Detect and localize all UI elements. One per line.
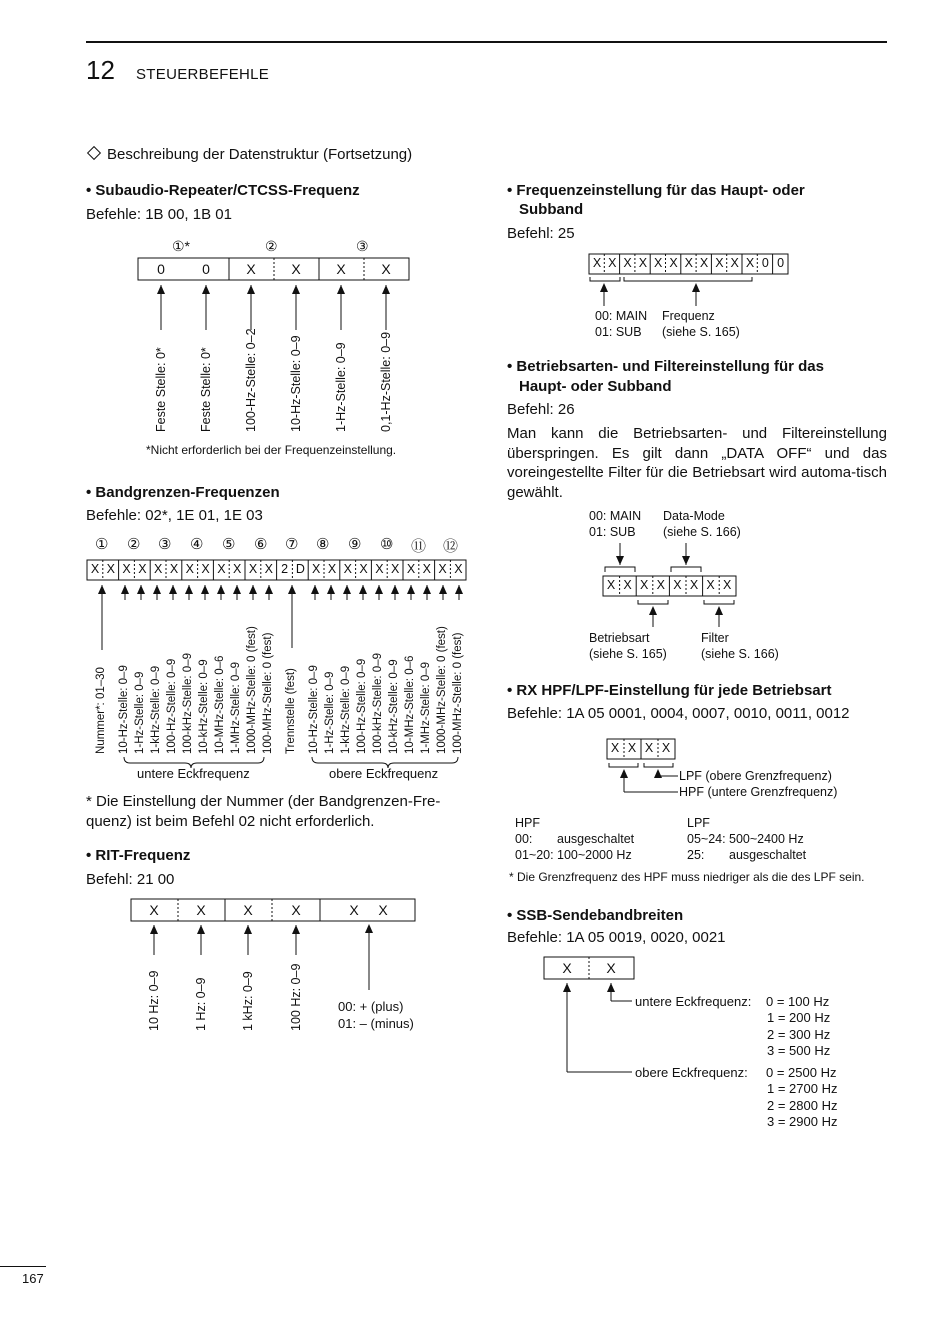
band-edge-cell: X <box>138 562 147 576</box>
band-edge-cell: X <box>169 562 179 576</box>
subaudio-commands: Befehle: 1B 00, 1B 01 <box>86 206 232 223</box>
hpf-lpf-note: * Die Grenzfrequenz des HPF muss niedriger als die des LPF sein. <box>509 870 865 884</box>
ssb-cell: X <box>562 960 572 976</box>
band-edge-mark: ⑤ <box>222 536 236 553</box>
band-edge-mark: ⑧ <box>316 536 330 553</box>
subaudio-cell: X <box>246 261 256 277</box>
mode-filter-cell: X <box>656 578 665 592</box>
band-edge-cell: X <box>154 562 163 576</box>
hpf-row-2-key: 01~20: <box>515 848 554 862</box>
band-edge-digit-label: 1000-MHz-Stelle: 0 (fest) <box>436 626 448 754</box>
band-edge-digit-label: 1-Hz-Stelle: 0–9 <box>324 671 336 754</box>
hpf-lpf-heading: • RX HPF/LPF-Einstellung für jede Betriebsart <box>507 682 832 699</box>
upper-edge-label: obere Eckfrequenz <box>329 766 439 781</box>
subaudio-digit-label: Feste Stelle: 0* <box>199 347 213 432</box>
rit-digit-label: 1 Hz: 0–9 <box>194 977 208 1031</box>
subaudio-cell: X <box>381 261 391 277</box>
freq-set-cell: X <box>592 256 602 270</box>
ssb-lower-value: 1 = 200 Hz <box>767 1010 831 1026</box>
band-edge-digit-label: 1-MHz-Stelle: 0–9 <box>420 661 432 754</box>
band-edge-digit-label: 10-kHz-Stelle: 0–9 <box>198 659 210 754</box>
band-edge-cell: X <box>217 562 226 576</box>
band-edge-digit-label: 100-MHz-Stelle: 0 (fest) <box>452 632 464 754</box>
hpf-title: HPF <box>515 816 540 830</box>
rit-cell: X <box>291 902 301 918</box>
subaudio-digit-label: 1-Hz-Stelle: 0–9 <box>334 342 348 432</box>
band-edge-cell: D <box>295 562 305 576</box>
subaudio-digit-label: Feste Stelle: 0* <box>154 347 168 432</box>
freq-set-main: 00: MAIN <box>595 309 648 323</box>
subaudio-cell: 0 <box>202 261 210 277</box>
band-edge-digit-label: 100-kHz-Stelle: 0–9 <box>182 653 194 754</box>
mode-filter-commands: Befehl: 26 <box>507 401 575 418</box>
rit-cell: X <box>196 902 206 918</box>
mode-filter-cell: X <box>706 578 715 592</box>
band-edge-mark: ⑪ <box>411 538 427 555</box>
rit-digit-label: 10 Hz: 0–9 <box>147 970 161 1031</box>
freq-set-cell: X <box>745 256 755 270</box>
mf-data-mode-ref: (siehe S. 166) <box>663 525 741 539</box>
band-edge-digit-label: Trennstelle (fest) <box>285 668 297 754</box>
band-edge-cell: X <box>375 562 384 576</box>
ssb-commands: Befehle: 1A 05 0019, 0020, 0021 <box>507 929 726 946</box>
ssb-upper-label: obere Eckfrequenz: <box>635 1065 748 1080</box>
band-edge-cell: X <box>359 562 368 576</box>
mf-data-mode: Data-Mode <box>663 509 725 523</box>
band-edge-mark: ⑨ <box>348 536 362 553</box>
subaudio-note: *Nicht erforderlich bei der Frequenzeinstellung. <box>146 443 397 457</box>
subaudio-cell: 0 <box>157 261 165 277</box>
subaudio-mark-2: ② <box>265 238 278 254</box>
freq-set-cell: X <box>715 256 724 270</box>
ssb-lower-value: 2 = 300 Hz <box>767 1026 831 1042</box>
lpf-row-2-key: 25: <box>687 848 705 862</box>
band-edge-digit-label: 1-MHz-Stelle: 0–9 <box>230 661 242 754</box>
mf-main: 00: MAIN <box>589 509 642 523</box>
mode-filter-cell: X <box>689 578 699 592</box>
band-edge-cell: X <box>248 562 258 576</box>
chapter-number: 12 <box>86 55 115 85</box>
footer-rule <box>0 1266 46 1267</box>
ssb-upper-value: 0 = 2500 Hz <box>766 1065 837 1080</box>
band-edge-note: * Die Einstellung der Nummer (der Bandgrenzen-Fre- quenz) ist beim Befehl 02 nicht erforderlich. <box>86 793 441 830</box>
lpf-label: LPF (obere Grenzfrequenz) <box>679 769 832 783</box>
hpf-row-1-val: ausgeschaltet <box>557 832 635 846</box>
rit-cell: X <box>349 902 359 918</box>
freq-set-cell: X <box>684 256 693 270</box>
band-edge-digit-label: 100-kHz-Stelle: 0–9 <box>372 653 384 754</box>
freq-set-sub: 01: SUB <box>595 325 642 339</box>
ssb-lower-label: untere Eckfrequenz: <box>635 994 752 1009</box>
hpf-lpf-cell: X <box>610 741 620 755</box>
band-edge-mark: ③ <box>158 536 172 553</box>
ssb-upper-value: 1 = 2700 Hz <box>767 1081 838 1097</box>
band-edge-cell: X <box>233 562 242 576</box>
band-edge-cell: X <box>391 562 400 576</box>
band-edge-cell: X <box>185 562 194 576</box>
subaudio-cell: X <box>291 261 301 277</box>
lpf-row-1-key: 05~24: <box>687 832 726 846</box>
ssb-heading: • SSB-Sendebandbreiten <box>507 907 684 924</box>
band-edge-mark: ⑥ <box>254 536 268 553</box>
mf-sub: 01: SUB <box>589 525 636 539</box>
page-number: 167 <box>22 1271 44 1286</box>
lpf-row-1-val: 500~2400 Hz <box>729 832 804 846</box>
band-edge-digit-label: 10-MHz-Stelle: 0–6 <box>404 655 416 754</box>
band-edge-cell: X <box>122 562 131 576</box>
band-edge-digit-label: 10-MHz-Stelle: 0–6 <box>214 655 226 754</box>
band-edge-cell: 2 <box>281 562 289 576</box>
hpf-lpf-cell: X <box>627 741 637 755</box>
mf-filter: Filter <box>701 631 729 645</box>
intro-text: Beschreibung der Datenstruktur (Fortsetzung) <box>107 146 413 163</box>
mode-filter-cell: X <box>623 578 632 592</box>
band-edge-digit-label: 100-Hz-Stelle: 0–9 <box>166 658 178 754</box>
rit-digit-label: 100 Hz: 0–9 <box>289 963 303 1031</box>
freq-set-heading-1: • Frequenzeinstellung für das Haupt- oder <box>507 182 805 199</box>
freq-set-cell: 0 <box>761 256 769 270</box>
band-edge-mark: ⑫ <box>443 538 459 555</box>
freq-set-cell: X <box>654 256 663 270</box>
freq-set-freq: Frequenz <box>662 309 715 323</box>
band-edge-digit-label: 10-Hz-Stelle: 0–9 <box>118 665 130 754</box>
band-edge-mark: ④ <box>190 536 204 553</box>
subaudio-heading: • Subaudio-Repeater/CTCSS-Frequenz <box>86 182 360 199</box>
ssb-upper-value: 3 = 2900 Hz <box>767 1113 838 1129</box>
ssb-cell: X <box>606 960 616 976</box>
ssb-lower-value: 0 = 100 Hz <box>766 994 830 1009</box>
rit-cell: X <box>149 902 159 918</box>
hpf-lpf-cell: X <box>661 741 671 755</box>
band-edge-mark: ⑩ <box>380 536 394 553</box>
mode-filter-heading-1: • Betriebsarten- und Filtereinstellung für das <box>507 358 824 375</box>
lpf-title: LPF <box>687 816 710 830</box>
mode-filter-heading-2: Haupt- oder Subband <box>519 378 672 395</box>
band-edge-cell: X <box>454 562 463 576</box>
band-edge-digit-label: Nummer*: 01–30 <box>95 667 107 754</box>
band-edge-commands: Befehle: 02*, 1E 01, 1E 03 <box>86 507 263 524</box>
mode-filter-paragraph: Man kann die Betriebsarten- und Filtereinstellung überspringen. Es gilt dann „DATA OFF“ und das voreingestellte Filter für die Betriebsart wird automa-tisch gewählt. <box>507 425 887 501</box>
band-edge-cell: X <box>312 562 321 576</box>
rit-heading: • RIT-Frequenz <box>86 847 191 864</box>
mode-filter-cell: X <box>606 578 616 592</box>
ssb-upper-value: 2 = 2800 Hz <box>767 1097 838 1113</box>
freq-set-cell: X <box>699 256 709 270</box>
rit-sign-minus: 01: – (minus) <box>338 1016 414 1031</box>
band-edge-mark: ① <box>95 536 109 553</box>
mode-filter-cell: X <box>640 578 649 592</box>
band-edge-cell: X <box>406 562 416 576</box>
band-edge-digit-label: 1-Hz-Stelle: 0–9 <box>134 671 146 754</box>
lpf-row-2-val: ausgeschaltet <box>729 848 807 862</box>
band-edge-cell: X <box>327 562 337 576</box>
freq-set-commands: Befehl: 25 <box>507 225 575 242</box>
subaudio-digit-label: 0,1-Hz-Stelle: 0–9 <box>379 331 393 432</box>
hpf-lpf-commands: Befehle: 1A 05 0001, 0004, 0007, 0010, 0011, 0012 <box>507 705 850 722</box>
freq-set-cell: 0 <box>777 256 785 270</box>
lower-edge-label: untere Eckfrequenz <box>137 766 250 781</box>
freq-set-cell: X <box>730 256 739 270</box>
freq-set-cell: X <box>608 256 617 270</box>
band-edge-cell: X <box>90 562 100 576</box>
mode-filter-cell: X <box>723 578 732 592</box>
hpf-label: HPF (untere Grenzfrequenz) <box>679 785 838 799</box>
band-edge-cell: X <box>343 562 352 576</box>
rit-cell: X <box>378 902 388 918</box>
subaudio-mark-3: ③ <box>356 238 369 254</box>
band-edge-digit-label: 100-Hz-Stelle: 0–9 <box>356 658 368 754</box>
band-edge-digit-label: 1-kHz-Stelle: 0–9 <box>150 665 162 754</box>
freq-set-cell: X <box>623 256 632 270</box>
freq-set-cell: X <box>638 256 648 270</box>
band-edge-cell: X <box>106 562 115 576</box>
band-edge-cell: X <box>264 562 273 576</box>
band-edge-cell: X <box>438 562 447 576</box>
rit-cell: X <box>243 902 253 918</box>
band-edge-cell: X <box>422 562 431 576</box>
hpf-row-1-key: 00: <box>515 832 533 846</box>
mf-mode-ref: (siehe S. 165) <box>589 647 667 661</box>
band-edge-mark: ⑦ <box>285 536 299 553</box>
subaudio-digit-label: 10-Hz-Stelle: 0–9 <box>289 335 303 432</box>
band-edge-digit-label: 100-MHz-Stelle: 0 (fest) <box>262 632 274 754</box>
band-edge-digit-label: 10-kHz-Stelle: 0–9 <box>388 659 400 754</box>
mode-filter-cell: X <box>673 578 682 592</box>
band-edge-mark: ② <box>127 536 141 553</box>
subaudio-cell: X <box>336 261 346 277</box>
band-edge-digit-label: 1-kHz-Stelle: 0–9 <box>340 665 352 754</box>
hpf-row-2-val: 100~2000 Hz <box>557 848 632 862</box>
rit-sign-plus: 00: + (plus) <box>338 999 404 1014</box>
ssb-lower-value: 3 = 500 Hz <box>767 1042 831 1058</box>
band-edge-digit-label: 1000-MHz-Stelle: 0 (fest) <box>246 626 258 754</box>
rit-digit-label: 1 kHz: 0–9 <box>241 971 255 1031</box>
mf-filter-ref: (siehe S. 166) <box>701 647 779 661</box>
freq-set-cell: X <box>669 256 678 270</box>
subaudio-digit-label: 100-Hz-Stelle: 0–2 <box>244 328 258 432</box>
rit-commands: Befehl: 21 00 <box>86 871 175 888</box>
mf-mode: Betriebsart <box>589 631 650 645</box>
hpf-lpf-cell: X <box>644 741 654 755</box>
chapter-title: STEUERBEFEHLE <box>136 66 270 83</box>
band-edge-digit-label: 10-Hz-Stelle: 0–9 <box>308 665 320 754</box>
band-edge-cell: X <box>201 562 210 576</box>
subaudio-mark-1: ①* <box>172 238 190 254</box>
band-edge-heading: • Bandgrenzen-Frequenzen <box>86 484 280 501</box>
freq-set-ref: (siehe S. 165) <box>662 325 740 339</box>
freq-set-heading-2: Subband <box>519 201 584 218</box>
